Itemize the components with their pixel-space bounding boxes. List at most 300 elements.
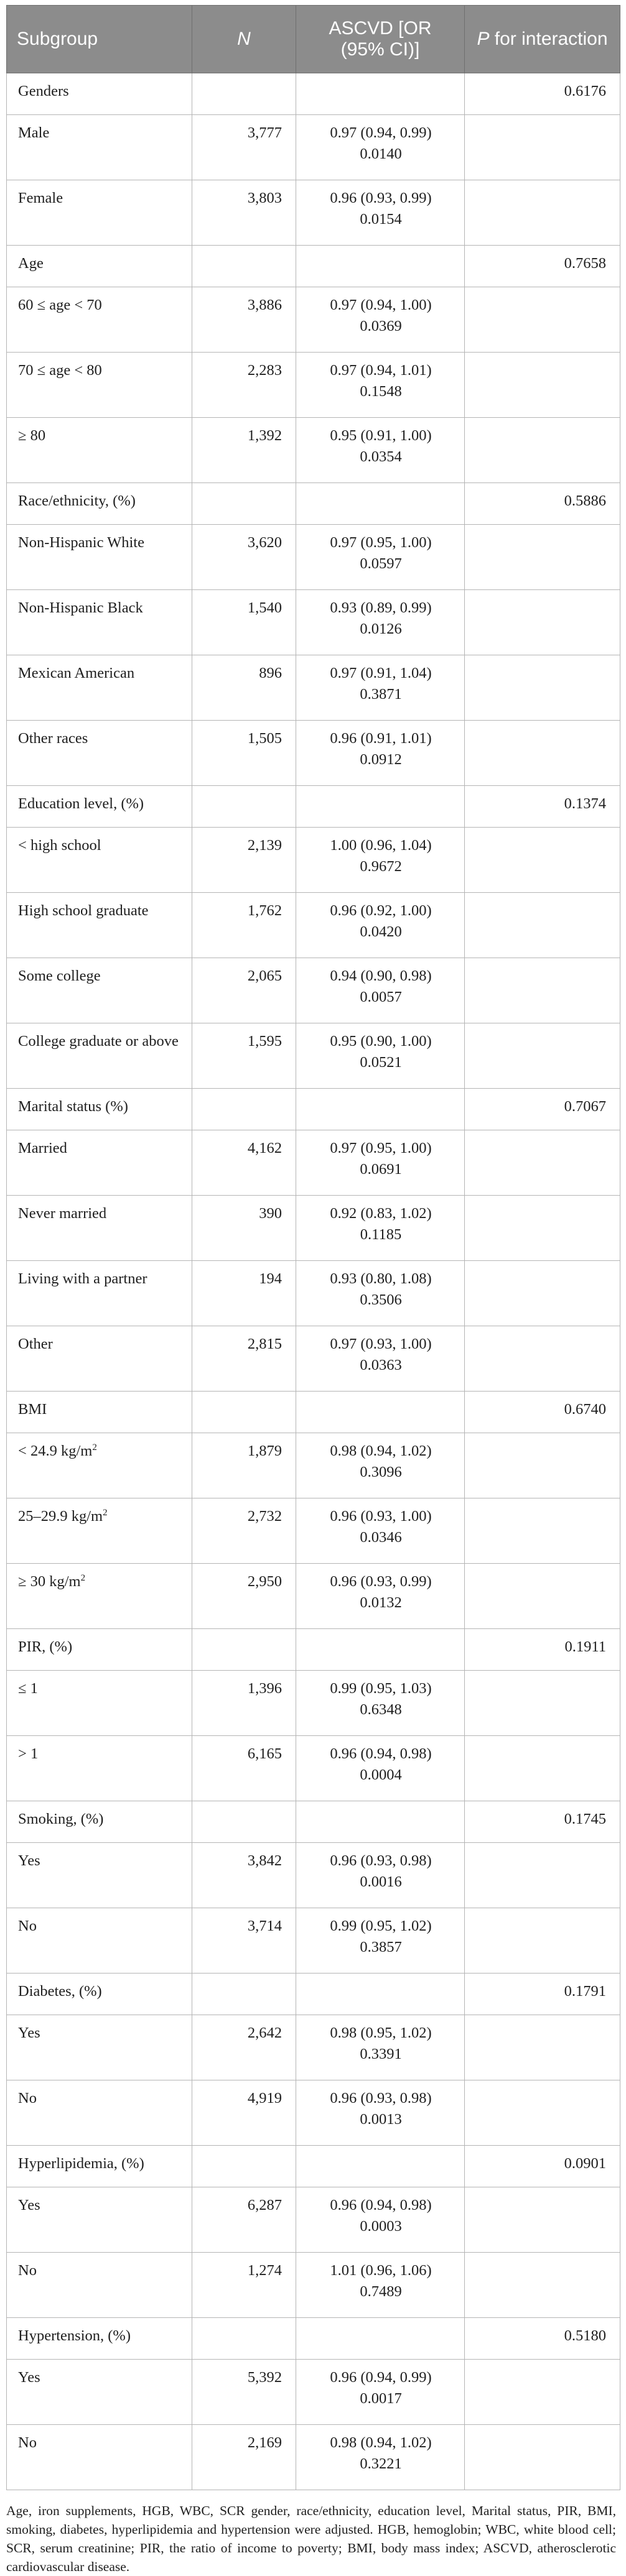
group-row: [7, 483, 620, 525]
or-cell: [296, 1736, 465, 1801]
or-cell: [296, 2187, 465, 2253]
subgroup-label: [7, 893, 192, 958]
group-or-cell: [296, 786, 465, 828]
group-n-cell: [192, 1801, 296, 1843]
n-value: 4,162: [192, 1130, 296, 1196]
group-row: [7, 1629, 620, 1671]
subgroup-label: [7, 1736, 192, 1801]
group-n-cell: [192, 786, 296, 828]
subgroup-label-text: Some college: [18, 967, 101, 984]
group-n-cell: [192, 1089, 296, 1130]
odds-ratio-ci: 0.96 (0.94, 0.98): [330, 2197, 432, 2214]
p-interaction-cell: [465, 1326, 620, 1392]
subgroup-label: [7, 1326, 192, 1392]
p-value: 0.3391: [360, 2046, 402, 2062]
group-n-cell: [192, 1629, 296, 1671]
group-or-cell: [296, 1089, 465, 1130]
header-ascvd: ASCVD [OR (95% CI)]: [296, 6, 465, 73]
or-cell: [296, 1023, 465, 1089]
subgroup-label-text: 25–29.9 kg/m: [18, 1508, 103, 1525]
subgroup-label-text: ≥ 80: [18, 427, 46, 444]
subgroup-label: [7, 2360, 192, 2425]
or-cell: [296, 1326, 465, 1392]
subgroup-row: [7, 1130, 620, 1196]
p-interaction-cell: [465, 2253, 620, 2318]
n-value: 2,642: [192, 2015, 296, 2080]
n-value: 1,396: [192, 1671, 296, 1736]
odds-ratio-ci: 0.98 (0.95, 1.02): [330, 2024, 432, 2041]
n-value: 3,842: [192, 1843, 296, 1908]
p-value: 0.0363: [360, 1357, 402, 1373]
odds-ratio-ci: 0.97 (0.95, 1.00): [330, 534, 432, 551]
p-value: 0.1185: [360, 1226, 402, 1243]
odds-ratio-ci: 0.95 (0.91, 1.00): [330, 427, 432, 444]
or-cell: [296, 180, 465, 246]
subgroup-label: [7, 828, 192, 893]
or-cell: [296, 1130, 465, 1196]
or-cell: [296, 655, 465, 721]
p-value: 0.0346: [360, 1529, 402, 1546]
n-value: 5,392: [192, 2360, 296, 2425]
p-value: 0.0016: [360, 1873, 402, 1890]
n-value: 1,505: [192, 721, 296, 786]
p-value: 0.0126: [360, 621, 402, 637]
p-value: 0.0597: [360, 555, 402, 572]
odds-ratio-ci: 0.96 (0.93, 1.00): [330, 1508, 432, 1525]
odds-ratio-ci: 0.96 (0.94, 0.99): [330, 2369, 432, 2386]
odds-ratio-ci: 0.92 (0.83, 1.02): [330, 1205, 432, 1222]
group-label: Smoking, (%): [7, 1801, 192, 1843]
n-value: 4,919: [192, 2080, 296, 2146]
subgroup-label-text: Living with a partner: [18, 1270, 147, 1287]
p-interaction-cell: [465, 590, 620, 655]
subgroup-label: [7, 1843, 192, 1908]
p-value: 0.0013: [360, 2111, 402, 2128]
subgroup-row: [7, 1908, 620, 1974]
subgroup-label: [7, 2253, 192, 2318]
subgroup-row: [7, 1498, 620, 1564]
unit-superscript: 2: [92, 1443, 97, 1452]
p-interaction-cell: [465, 180, 620, 246]
odds-ratio-ci: 0.95 (0.90, 1.00): [330, 1033, 432, 1050]
n-value: 1,762: [192, 893, 296, 958]
subgroup-label: [7, 1564, 192, 1629]
odds-ratio-ci: 0.96 (0.92, 1.00): [330, 902, 432, 919]
subgroup-row: [7, 353, 620, 418]
subgroup-label: [7, 525, 192, 590]
odds-ratio-ci: 0.96 (0.93, 0.99): [330, 190, 432, 206]
subgroup-row: [7, 2253, 620, 2318]
p-interaction-cell: [465, 2360, 620, 2425]
subgroup-label-text: Yes: [18, 2024, 40, 2041]
odds-ratio-ci: 0.97 (0.94, 1.00): [330, 297, 432, 313]
p-interaction-value: 0.1374: [465, 786, 620, 828]
or-cell: [296, 958, 465, 1023]
p-interaction-cell: [465, 287, 620, 353]
odds-ratio-ci: 0.96 (0.93, 0.98): [330, 1852, 432, 1869]
or-cell: [296, 2253, 465, 2318]
p-value: 0.0017: [360, 2390, 402, 2407]
odds-ratio-ci: 1.01 (0.96, 1.06): [330, 2262, 432, 2279]
p-interaction-cell: [465, 1023, 620, 1089]
p-interaction-cell: [465, 1736, 620, 1801]
subgroup-row: [7, 1671, 620, 1736]
subgroup-row: [7, 1564, 620, 1629]
n-value: 3,620: [192, 525, 296, 590]
group-row: [7, 246, 620, 287]
subgroup-label-text: Yes: [18, 2197, 40, 2214]
p-interaction-value: 0.6176: [465, 73, 620, 115]
or-cell: [296, 590, 465, 655]
group-or-cell: [296, 483, 465, 525]
subgroup-row: [7, 958, 620, 1023]
group-row: [7, 1801, 620, 1843]
group-or-cell: [296, 73, 465, 115]
subgroup-label: [7, 418, 192, 483]
subgroup-label-text: < 24.9 kg/m: [18, 1443, 93, 1459]
p-interaction-cell: [465, 1433, 620, 1498]
p-interaction-cell: [465, 115, 620, 180]
subgroup-label: [7, 958, 192, 1023]
subgroup-label-text: Other: [18, 1336, 53, 1352]
subgroup-row: [7, 2425, 620, 2490]
odds-ratio-ci: 0.96 (0.93, 0.99): [330, 1573, 432, 1590]
group-row: [7, 1089, 620, 1130]
subgroup-label-text: High school graduate: [18, 902, 149, 919]
or-cell: [296, 1671, 465, 1736]
subgroup-row: [7, 1433, 620, 1498]
group-n-cell: [192, 483, 296, 525]
subgroup-label-text: No: [18, 2262, 37, 2279]
group-label: Education level, (%): [7, 786, 192, 828]
subgroup-label: [7, 180, 192, 246]
p-value: 0.3096: [360, 1464, 402, 1480]
p-value: 0.3871: [360, 686, 402, 703]
group-row: [7, 2318, 620, 2360]
subgroup-row: [7, 418, 620, 483]
p-interaction-value: 0.7658: [465, 246, 620, 287]
p-interaction-cell: [465, 1908, 620, 1974]
p-interaction-value: 0.1791: [465, 1974, 620, 2015]
n-value: 2,950: [192, 1564, 296, 1629]
p-interaction-cell: [465, 893, 620, 958]
or-cell: [296, 418, 465, 483]
p-value: 0.0912: [360, 751, 402, 768]
subgroup-label-text: < high school: [18, 837, 101, 854]
subgroup-label-text: Non-Hispanic White: [18, 534, 144, 551]
subgroup-label-text: ≥ 30 kg/m: [18, 1573, 81, 1590]
odds-ratio-ci: 0.99 (0.95, 1.03): [330, 1680, 432, 1697]
odds-ratio-ci: 0.93 (0.80, 1.08): [330, 1270, 432, 1287]
p-value: 0.0369: [360, 318, 402, 335]
n-value: 2,732: [192, 1498, 296, 1564]
subgroup-row: [7, 590, 620, 655]
odds-ratio-ci: 0.97 (0.94, 1.01): [330, 362, 432, 379]
odds-ratio-ci: 0.94 (0.90, 0.98): [330, 967, 432, 984]
subgroup-row: [7, 2080, 620, 2146]
subgroup-label-text: 60 ≤ age < 70: [18, 297, 102, 313]
group-label: Age: [7, 246, 192, 287]
subgroup-label: [7, 590, 192, 655]
p-interaction-cell: [465, 1843, 620, 1908]
group-label: Genders: [7, 73, 192, 115]
p-interaction-value: 0.5180: [465, 2318, 620, 2360]
subgroup-label: [7, 2187, 192, 2253]
p-interaction-cell: [465, 1130, 620, 1196]
subgroup-label-text: ≤ 1: [18, 1680, 38, 1697]
subgroup-label: [7, 2425, 192, 2490]
header-p-rest: for interaction: [489, 29, 608, 49]
p-interaction-cell: [465, 2425, 620, 2490]
or-cell: [296, 525, 465, 590]
group-label: Race/ethnicity, (%): [7, 483, 192, 525]
subgroup-row: [7, 525, 620, 590]
group-n-cell: [192, 246, 296, 287]
or-cell: [296, 1908, 465, 1974]
p-value: 0.3506: [360, 1291, 402, 1308]
p-value: 0.0420: [360, 923, 402, 940]
group-or-cell: [296, 2318, 465, 2360]
subgroup-row: [7, 655, 620, 721]
header-p-interaction: [465, 6, 620, 73]
subgroup-label-text: 70 ≤ age < 80: [18, 362, 102, 379]
or-cell: [296, 2080, 465, 2146]
or-cell: [296, 353, 465, 418]
group-label: Hypertension, (%): [7, 2318, 192, 2360]
p-value: 0.0154: [360, 211, 402, 228]
subgroup-label-text: Married: [18, 1140, 67, 1156]
p-interaction-cell: [465, 418, 620, 483]
or-cell: [296, 287, 465, 353]
p-interaction-cell: [465, 2187, 620, 2253]
p-interaction-cell: [465, 2080, 620, 2146]
group-or-cell: [296, 1629, 465, 1671]
subgroup-label-text: Female: [18, 190, 63, 206]
subgroup-label: [7, 1023, 192, 1089]
subgroup-row: [7, 1023, 620, 1089]
group-row: [7, 786, 620, 828]
group-label: Hyperlipidemia, (%): [7, 2146, 192, 2187]
or-cell: [296, 893, 465, 958]
p-interaction-value: 0.0901: [465, 2146, 620, 2187]
or-cell: [296, 828, 465, 893]
group-label: PIR, (%): [7, 1629, 192, 1671]
subgroup-label: [7, 655, 192, 721]
n-value: 896: [192, 655, 296, 721]
p-interaction-cell: [465, 1671, 620, 1736]
n-value: 3,714: [192, 1908, 296, 1974]
subgroup-label: [7, 287, 192, 353]
subgroup-row: [7, 2187, 620, 2253]
group-label: Marital status (%): [7, 1089, 192, 1130]
table-body: [7, 73, 620, 2490]
subgroup-label: [7, 1130, 192, 1196]
subgroup-label: [7, 1261, 192, 1326]
or-cell: [296, 1433, 465, 1498]
subgroup-label-text: Non-Hispanic Black: [18, 599, 143, 616]
p-value: 0.3221: [360, 2455, 402, 2472]
p-value: 0.6348: [360, 1701, 402, 1718]
subgroup-row: [7, 1196, 620, 1261]
subgroup-label: [7, 1908, 192, 1974]
n-value: 390: [192, 1196, 296, 1261]
group-or-cell: [296, 1974, 465, 2015]
p-value: 0.9672: [360, 858, 402, 875]
p-value: 0.0140: [360, 145, 402, 162]
table-header-row: [7, 6, 620, 73]
unit-superscript: 2: [80, 1573, 86, 1583]
n-value: 1,392: [192, 418, 296, 483]
subgroup-row: [7, 828, 620, 893]
subgroup-label-text: No: [18, 2090, 37, 2107]
or-cell: [296, 2015, 465, 2080]
odds-ratio-ci: 0.97 (0.94, 0.99): [330, 124, 432, 141]
header-n-label: N: [237, 29, 251, 49]
subgroup-label: [7, 2080, 192, 2146]
p-value: 0.1548: [360, 383, 402, 400]
p-interaction-cell: [465, 1498, 620, 1564]
n-value: 194: [192, 1261, 296, 1326]
odds-ratio-ci: 0.98 (0.94, 1.02): [330, 1443, 432, 1459]
group-or-cell: [296, 2146, 465, 2187]
or-cell: [296, 115, 465, 180]
or-cell: [296, 2425, 465, 2490]
odds-ratio-ci: 0.96 (0.91, 1.01): [330, 730, 432, 747]
subgroup-label-text: Never married: [18, 1205, 107, 1222]
subgroup-row: [7, 180, 620, 246]
subgroup-row: [7, 893, 620, 958]
subgroup-label: [7, 2015, 192, 2080]
group-or-cell: [296, 1801, 465, 1843]
odds-ratio-ci: 0.99 (0.95, 1.02): [330, 1918, 432, 1934]
subgroup-label: [7, 1433, 192, 1498]
n-value: 3,777: [192, 115, 296, 180]
p-value: 0.0003: [360, 2218, 402, 2235]
subgroup-label-text: Yes: [18, 2369, 40, 2386]
p-interaction-value: 0.7067: [465, 1089, 620, 1130]
p-value: 0.0521: [360, 1054, 402, 1071]
odds-ratio-ci: 0.97 (0.91, 1.04): [330, 665, 432, 681]
n-value: 2,283: [192, 353, 296, 418]
subgroup-row: [7, 2360, 620, 2425]
p-value: 0.3857: [360, 1939, 402, 1955]
subgroup-row: [7, 721, 620, 786]
odds-ratio-ci: 0.97 (0.93, 1.00): [330, 1336, 432, 1352]
odds-ratio-ci: 0.98 (0.94, 1.02): [330, 2434, 432, 2451]
p-interaction-cell: [465, 1261, 620, 1326]
header-n: [192, 6, 296, 73]
or-cell: [296, 1261, 465, 1326]
p-interaction-cell: [465, 353, 620, 418]
group-n-cell: [192, 1392, 296, 1433]
n-value: 6,165: [192, 1736, 296, 1801]
group-n-cell: [192, 2318, 296, 2360]
p-interaction-value: 0.1745: [465, 1801, 620, 1843]
n-value: 6,287: [192, 2187, 296, 2253]
header-subgroup: Subgroup: [7, 6, 192, 73]
subgroup-label: [7, 1498, 192, 1564]
group-label: BMI: [7, 1392, 192, 1433]
or-cell: [296, 1196, 465, 1261]
subgroup-label-text: Other races: [18, 730, 88, 747]
subgroup-row: [7, 1326, 620, 1392]
n-value: 3,886: [192, 287, 296, 353]
subgroup-label-text: > 1: [18, 1745, 39, 1762]
subgroup-label: [7, 353, 192, 418]
n-value: 2,169: [192, 2425, 296, 2490]
subgroup-row: [7, 287, 620, 353]
subgroup-row: [7, 1736, 620, 1801]
p-interaction-cell: [465, 655, 620, 721]
group-row: [7, 1392, 620, 1433]
odds-ratio-ci: 0.97 (0.95, 1.00): [330, 1140, 432, 1156]
p-value: 0.0354: [360, 448, 402, 465]
group-or-cell: [296, 1392, 465, 1433]
header-p-label: P: [477, 29, 490, 49]
n-value: 1,879: [192, 1433, 296, 1498]
p-interaction-cell: [465, 1564, 620, 1629]
n-value: 2,065: [192, 958, 296, 1023]
odds-ratio-ci: 0.96 (0.94, 0.98): [330, 1745, 432, 1762]
or-cell: [296, 2360, 465, 2425]
n-value: 1,274: [192, 2253, 296, 2318]
p-interaction-value: 0.1911: [465, 1629, 620, 1671]
subgroup-label-text: Mexican American: [18, 665, 135, 681]
or-cell: [296, 1564, 465, 1629]
p-value: 0.0004: [360, 1766, 402, 1783]
subgroup-label-text: Yes: [18, 1852, 40, 1869]
group-label: Diabetes, (%): [7, 1974, 192, 2015]
p-value: 0.0057: [360, 989, 402, 1005]
p-interaction-cell: [465, 828, 620, 893]
group-or-cell: [296, 246, 465, 287]
n-value: 1,540: [192, 590, 296, 655]
p-interaction-cell: [465, 1196, 620, 1261]
group-row: [7, 1974, 620, 2015]
p-value: 0.0691: [360, 1161, 402, 1178]
subgroup-label: [7, 1196, 192, 1261]
p-value: 0.7489: [360, 2283, 402, 2300]
p-interaction-cell: [465, 2015, 620, 2080]
unit-superscript: 2: [103, 1508, 108, 1518]
subgroup-label: [7, 721, 192, 786]
p-interaction-cell: [465, 721, 620, 786]
n-value: 1,595: [192, 1023, 296, 1089]
subgroup-row: [7, 1843, 620, 1908]
odds-ratio-ci: 0.93 (0.89, 0.99): [330, 599, 432, 616]
subgroup-label-text: No: [18, 2434, 37, 2451]
group-n-cell: [192, 1974, 296, 2015]
subgroup-row: [7, 2015, 620, 2080]
subgroup-label-text: No: [18, 1918, 37, 1934]
p-interaction-cell: [465, 958, 620, 1023]
p-value: 0.0132: [360, 1594, 402, 1611]
or-cell: [296, 1843, 465, 1908]
group-row: [7, 2146, 620, 2187]
table-footnote: Age, iron supplements, HGB, WBC, SCR gender, race/ethnicity, education level, Marital status, PIR, BMI, smoking, diabetes, hyperlipidemia and hypertension were adjusted. HGB, hemoglobin; WBC, white blood cell; SCR, serum creatinine; PIR, the ratio of income to poverty; BMI, body mass index; ASCVD, atherosclerotic cardiovascular disease.: [6, 2503, 616, 2574]
n-value: 2,815: [192, 1326, 296, 1392]
table-container: [6, 5, 620, 2576]
subgroup-row: [7, 115, 620, 180]
odds-ratio-ci: 0.96 (0.93, 0.98): [330, 2090, 432, 2107]
group-row: [7, 73, 620, 115]
n-value: 2,139: [192, 828, 296, 893]
subgroup-label-text: College graduate or above: [18, 1033, 179, 1050]
n-value: 3,803: [192, 180, 296, 246]
group-n-cell: [192, 2146, 296, 2187]
or-cell: [296, 1498, 465, 1564]
subgroup-analysis-table: [6, 5, 620, 2490]
